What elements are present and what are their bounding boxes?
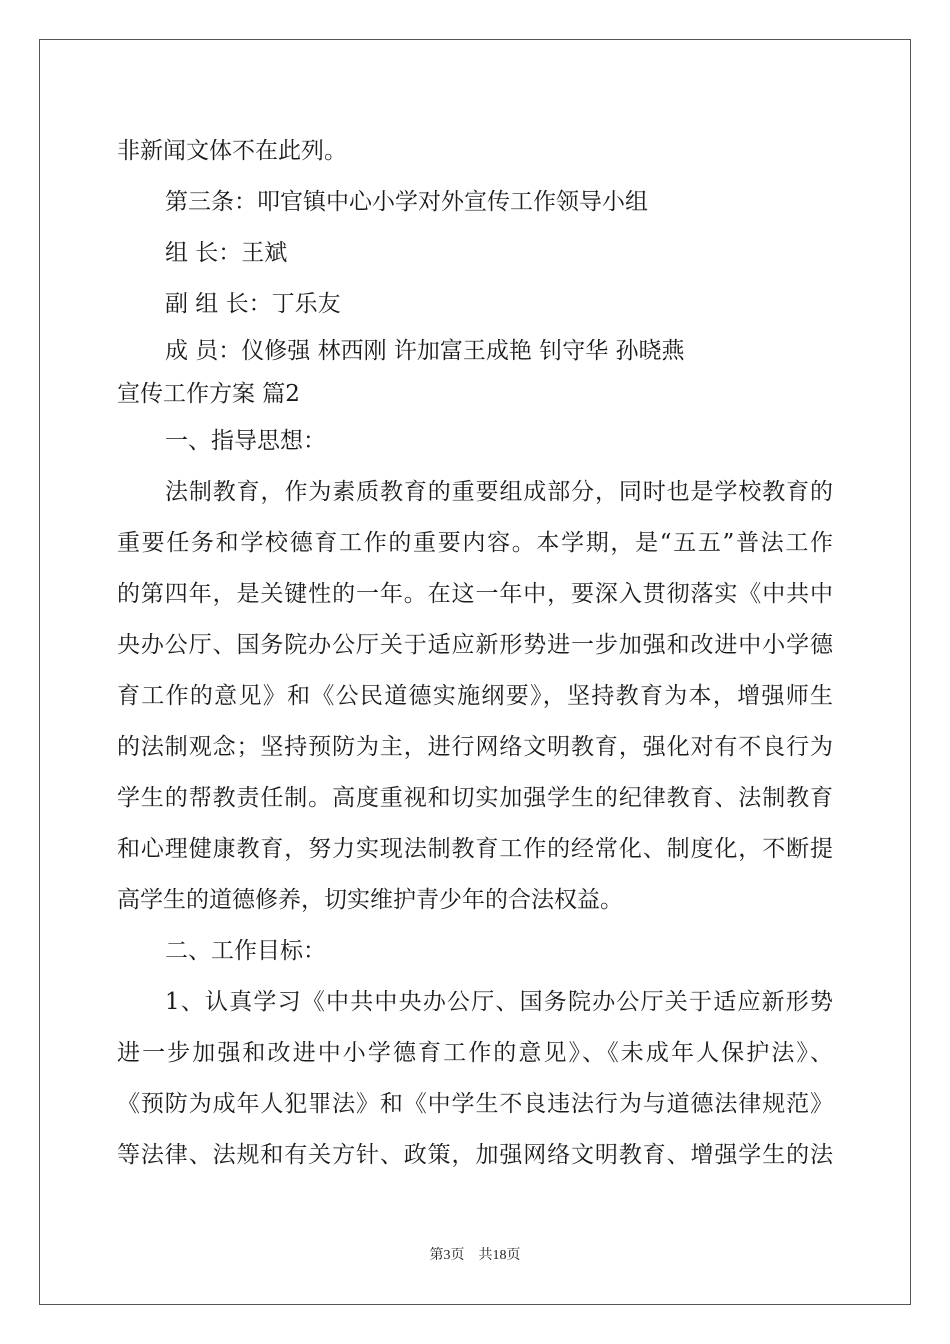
paragraph-line: 高学生的道德修养，切实维护青少年的合法权益。: [117, 887, 623, 913]
paragraph-line: 学生的帮教责任制。高度重视和切实加强学生的纪律教育、法制教育: [117, 785, 833, 811]
group-leader-line: 组 长：王斌: [165, 240, 288, 266]
document-body: [117, 126, 833, 1181]
heading-guiding-ideology: 一、指导思想：: [165, 428, 326, 454]
paragraph-line: 和心理健康教育，努力实现法制教育工作的经常化、制度化，不断提: [117, 836, 833, 862]
paragraph-line: 进一步加强和改进中小学德育工作的意见》、《未成年人保护法》、: [117, 1040, 833, 1066]
paragraph-line: 法制教育，作为素质教育的重要组成部分，同时也是学校教育的: [165, 479, 833, 505]
deputy-leader-line: 副 组 长：丁乐友: [165, 291, 341, 317]
paragraph-line: 等法律、法规和有关方针、政策，加强网络文明教育、增强学生的法: [117, 1142, 833, 1168]
paragraph-line: 重要任务和学校德育工作的重要内容。本学期，是“五五”普法工作: [117, 530, 833, 556]
page-number: 第3页: [429, 1248, 465, 1263]
paragraph-line: 育工作的意见》和《公民道德实施纲要》，坚持教育为本，增强师生: [117, 683, 833, 709]
paragraph-line: 央办公厅、国务院办公厅关于适应新形势进一步加强和改进中小学德: [117, 632, 833, 658]
paragraph-line: 的第四年，是关键性的一年。在这一年中，要深入贯彻落实《中共中: [117, 581, 833, 607]
paragraph-line: 的法制观念；坚持预防为主，进行网络文明教育，强化对有不良行为: [117, 734, 833, 760]
paragraph-line: 1、认真学习《中共中央办公厅、国务院办公厅关于适应新形势: [165, 989, 833, 1015]
page-footer: [0, 1246, 950, 1266]
text-line: 非新闻文体不在此列。: [117, 138, 347, 164]
section-title: 宣传工作方案 篇2: [117, 381, 300, 407]
members-line: 成 员：仪修强 林西刚 许加富王成艳 钊守华 孙晓燕: [165, 338, 685, 364]
paragraph-line: 《预防为成年人犯罪法》和《中学生不良违法行为与道德法律规范》: [117, 1091, 833, 1117]
heading-work-goals: 二、工作目标：: [165, 938, 326, 964]
page-total: 共18页: [478, 1248, 521, 1263]
article-heading: 第三条：叩官镇中心小学对外宣传工作领导小组: [165, 189, 648, 215]
